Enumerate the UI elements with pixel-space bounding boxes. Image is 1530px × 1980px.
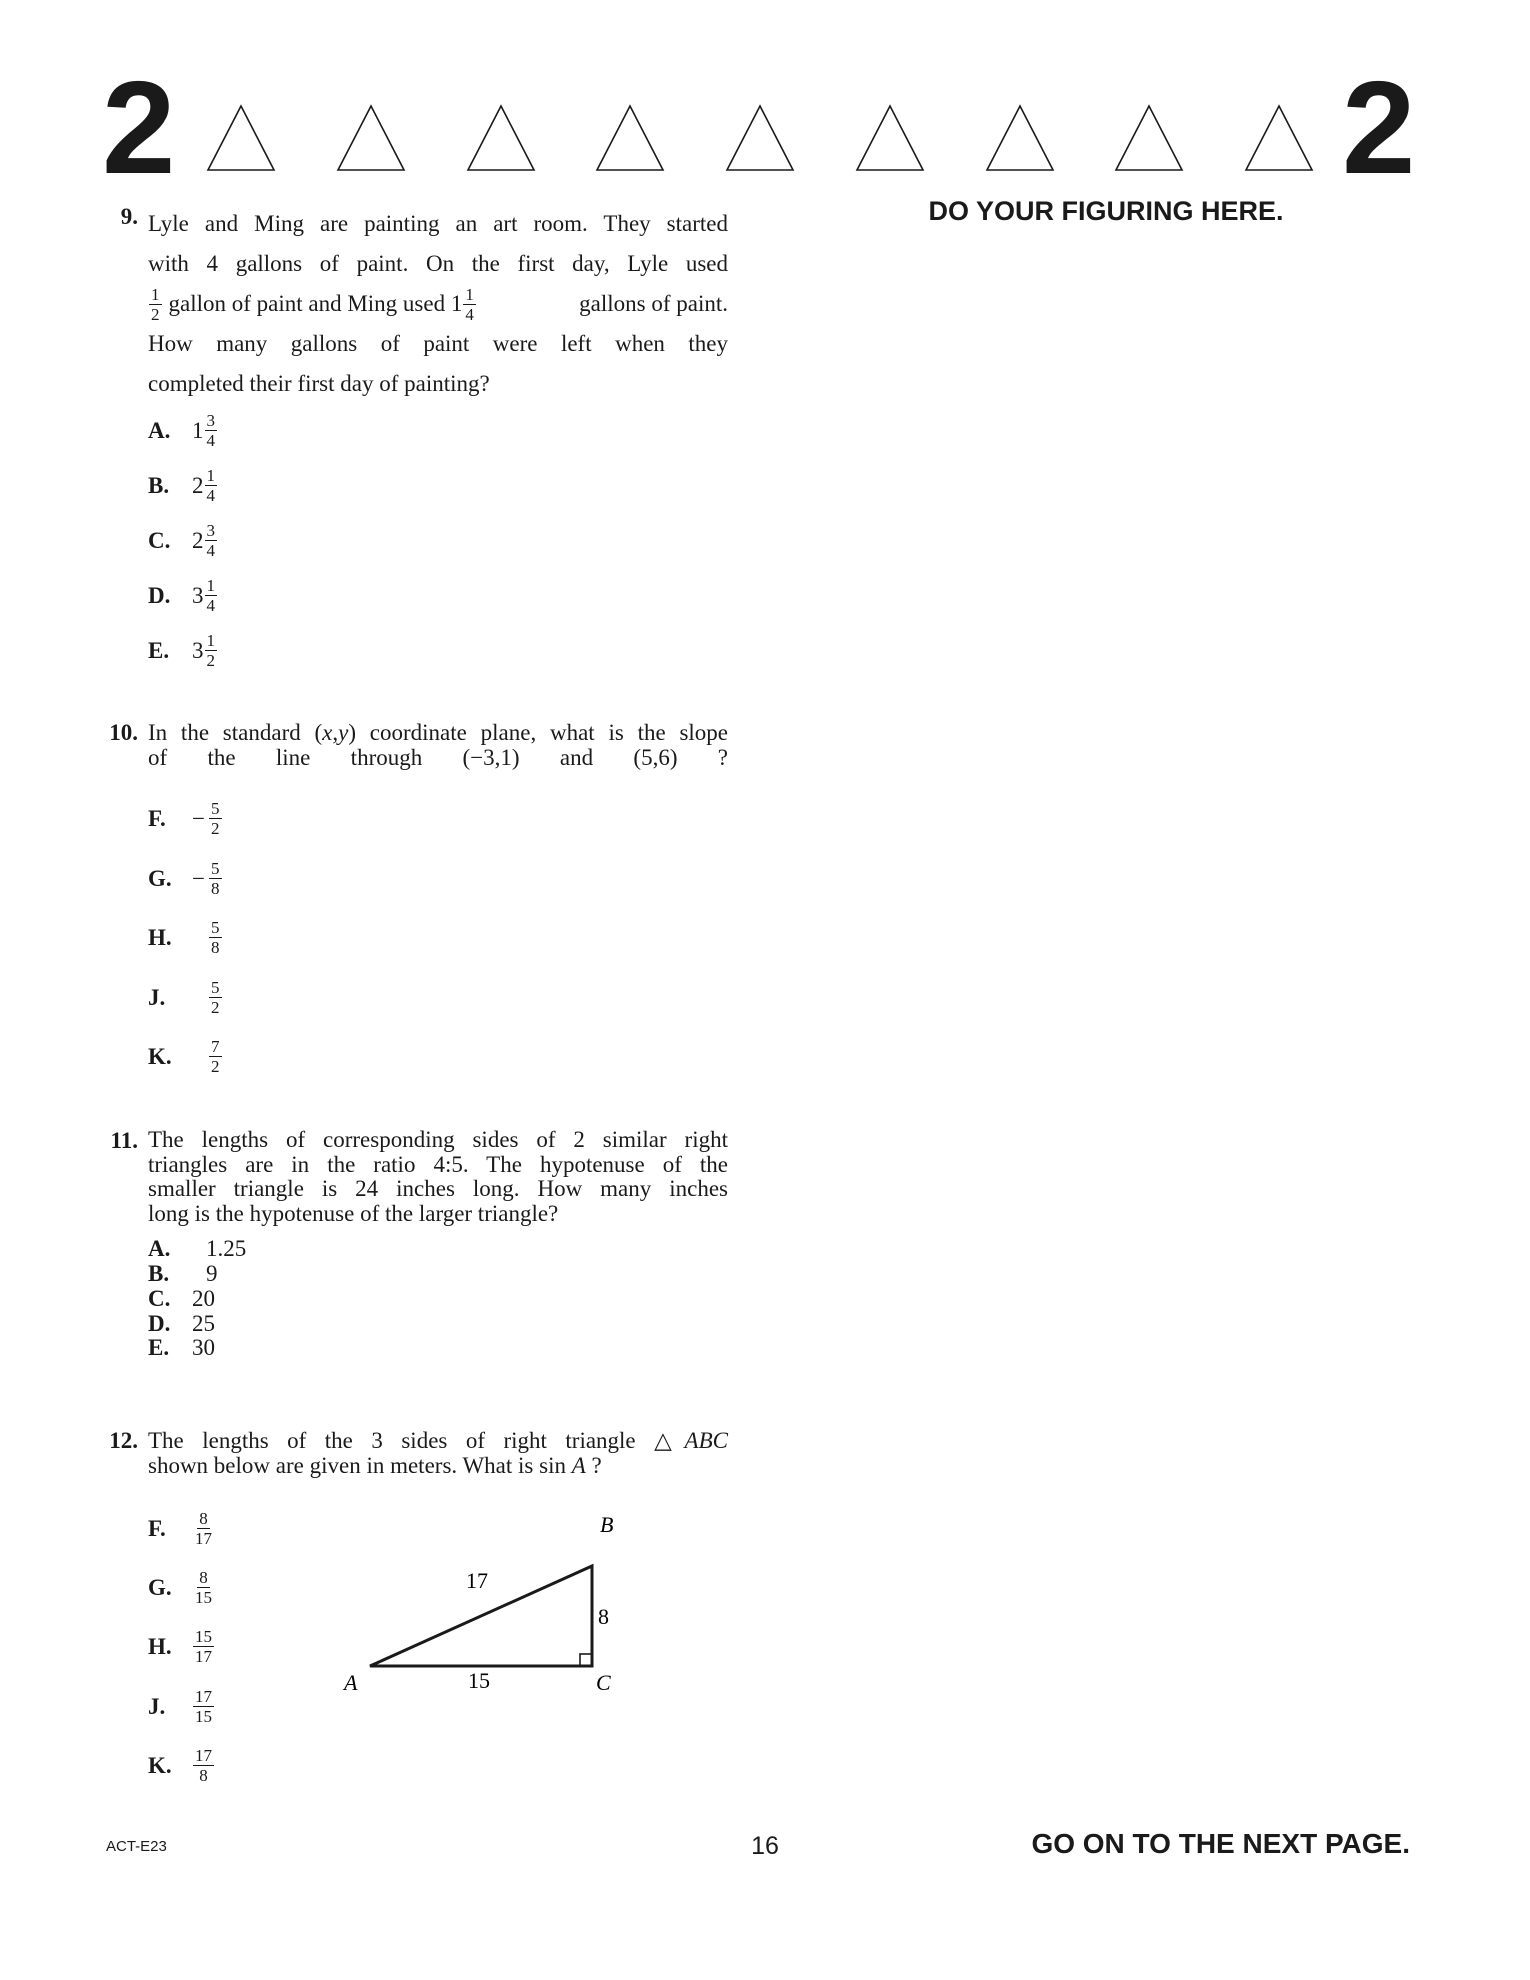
question-line: smaller triangle is 24 inches long. How many inches: [148, 1176, 728, 1202]
fraction: $\frac{1}{2}$: [151, 284, 160, 324]
answer-option[interactable]: C. 2 $\frac{3}{4}$: [148, 521, 215, 560]
right-triangle-diagram: [330, 1500, 630, 1700]
answer-option[interactable]: K. $\frac{7}{2}$: [148, 1037, 220, 1076]
side-ab-label: 17: [466, 1568, 488, 1593]
question-10-text: [148, 720, 728, 770]
triangle-icon: [1244, 104, 1314, 172]
triangle-icon: [725, 104, 795, 172]
question-line: triangles are in the ratio 4:5. The hypotenuse of the: [148, 1151, 728, 1177]
page-number: 16: [751, 1832, 779, 1860]
side-ac-label: 15: [468, 1668, 490, 1693]
triangle-icon: [1114, 104, 1184, 172]
answer-option[interactable]: H. $\frac{15}{17}$: [148, 1627, 212, 1666]
triangle-icon: [206, 104, 276, 172]
vertex-a-label: A: [344, 1670, 358, 1695]
section-number-left: 2: [102, 54, 172, 201]
answer-option[interactable]: G. $\frac{8}{15}$: [148, 1568, 212, 1607]
question-12-text: [148, 1428, 728, 1478]
answer-option[interactable]: G. − $\frac{5}{8}$: [148, 859, 220, 898]
question-line: completed their first day of painting?: [148, 371, 490, 396]
next-page-label: GO ON TO THE NEXT PAGE.: [1031, 1828, 1410, 1859]
answer-option[interactable]: E. 3 $\frac{1}{2}$: [148, 631, 215, 670]
question-number: 10.: [109, 720, 138, 745]
figuring-label: DO YOUR FIGURING HERE.: [928, 196, 1284, 226]
answer-option[interactable]: J. $\frac{5}{2}$: [148, 978, 220, 1017]
question-9-text: [148, 204, 728, 404]
question-number: 11.: [110, 1128, 138, 1153]
answer-option[interactable]: A. 1 $\frac{3}{4}$: [148, 411, 215, 450]
triangle-icon: [595, 104, 665, 172]
vertex-b-label: B: [600, 1512, 614, 1537]
triangle-icon: [336, 104, 406, 172]
answer-option[interactable]: C. 20: [148, 1286, 215, 1311]
vertex-c-label: C: [596, 1670, 611, 1695]
triangle-divider: [206, 104, 1314, 172]
question-number: 12.: [109, 1428, 138, 1453]
triangle-icon: [985, 104, 1055, 172]
question-line: $\frac{1}{2}$ gallon of paint and Ming used 1 $\frac{1}{4}$ gallons of paint.: [151, 284, 728, 324]
triangle-icon: [855, 104, 925, 172]
triangle-icon: [466, 104, 536, 172]
answer-option[interactable]: J. $\frac{17}{15}$: [148, 1687, 212, 1726]
question-line: shown below are given in meters. What is sin A ?: [148, 1453, 602, 1478]
answer-option[interactable]: D. 3 $\frac{1}{4}$: [148, 576, 215, 615]
question-line: In the standard (x,y) coordinate plane, what is the slope: [148, 720, 728, 745]
question-line: with 4 gallons of paint. On the first day, Lyle used: [148, 251, 728, 276]
question-line: How many gallons of paint were left when they: [148, 331, 728, 356]
answer-option[interactable]: F. $\frac{8}{17}$: [148, 1509, 212, 1548]
question-number: 9.: [120, 204, 138, 229]
answer-option[interactable]: B. 9: [148, 1261, 218, 1286]
answer-option[interactable]: H. $\frac{5}{8}$: [148, 918, 220, 957]
fraction: $\frac{1}{4}$: [465, 284, 474, 324]
answer-option[interactable]: F. − $\frac{5}{2}$: [148, 799, 220, 838]
answer-option[interactable]: E. 30: [148, 1335, 215, 1360]
question-line: Lyle and Ming are painting an art room. They started: [148, 211, 728, 236]
question-line: of the line through (−3,1) and (5,6) ?: [148, 745, 728, 770]
side-bc-label: 8: [598, 1604, 609, 1629]
answer-option[interactable]: D. 25: [148, 1311, 215, 1336]
answer-option[interactable]: B. 2 $\frac{1}{4}$: [148, 466, 215, 505]
right-angle-marker: [580, 1654, 592, 1666]
question-line: long is the hypotenuse of the larger triangle?: [148, 1200, 559, 1226]
section-number-right: 2: [1342, 54, 1412, 201]
question-11-text: [148, 1128, 728, 1226]
footer-code: ACT-E23: [106, 1838, 167, 1855]
question-line: The lengths of corresponding sides of 2 similar right: [148, 1127, 728, 1152]
answer-option[interactable]: K. $\frac{17}{8}$: [148, 1746, 212, 1785]
question-line: The lengths of the 3 sides of right triangle △ABC: [148, 1428, 728, 1453]
answer-option[interactable]: A. 1.25: [148, 1236, 247, 1261]
